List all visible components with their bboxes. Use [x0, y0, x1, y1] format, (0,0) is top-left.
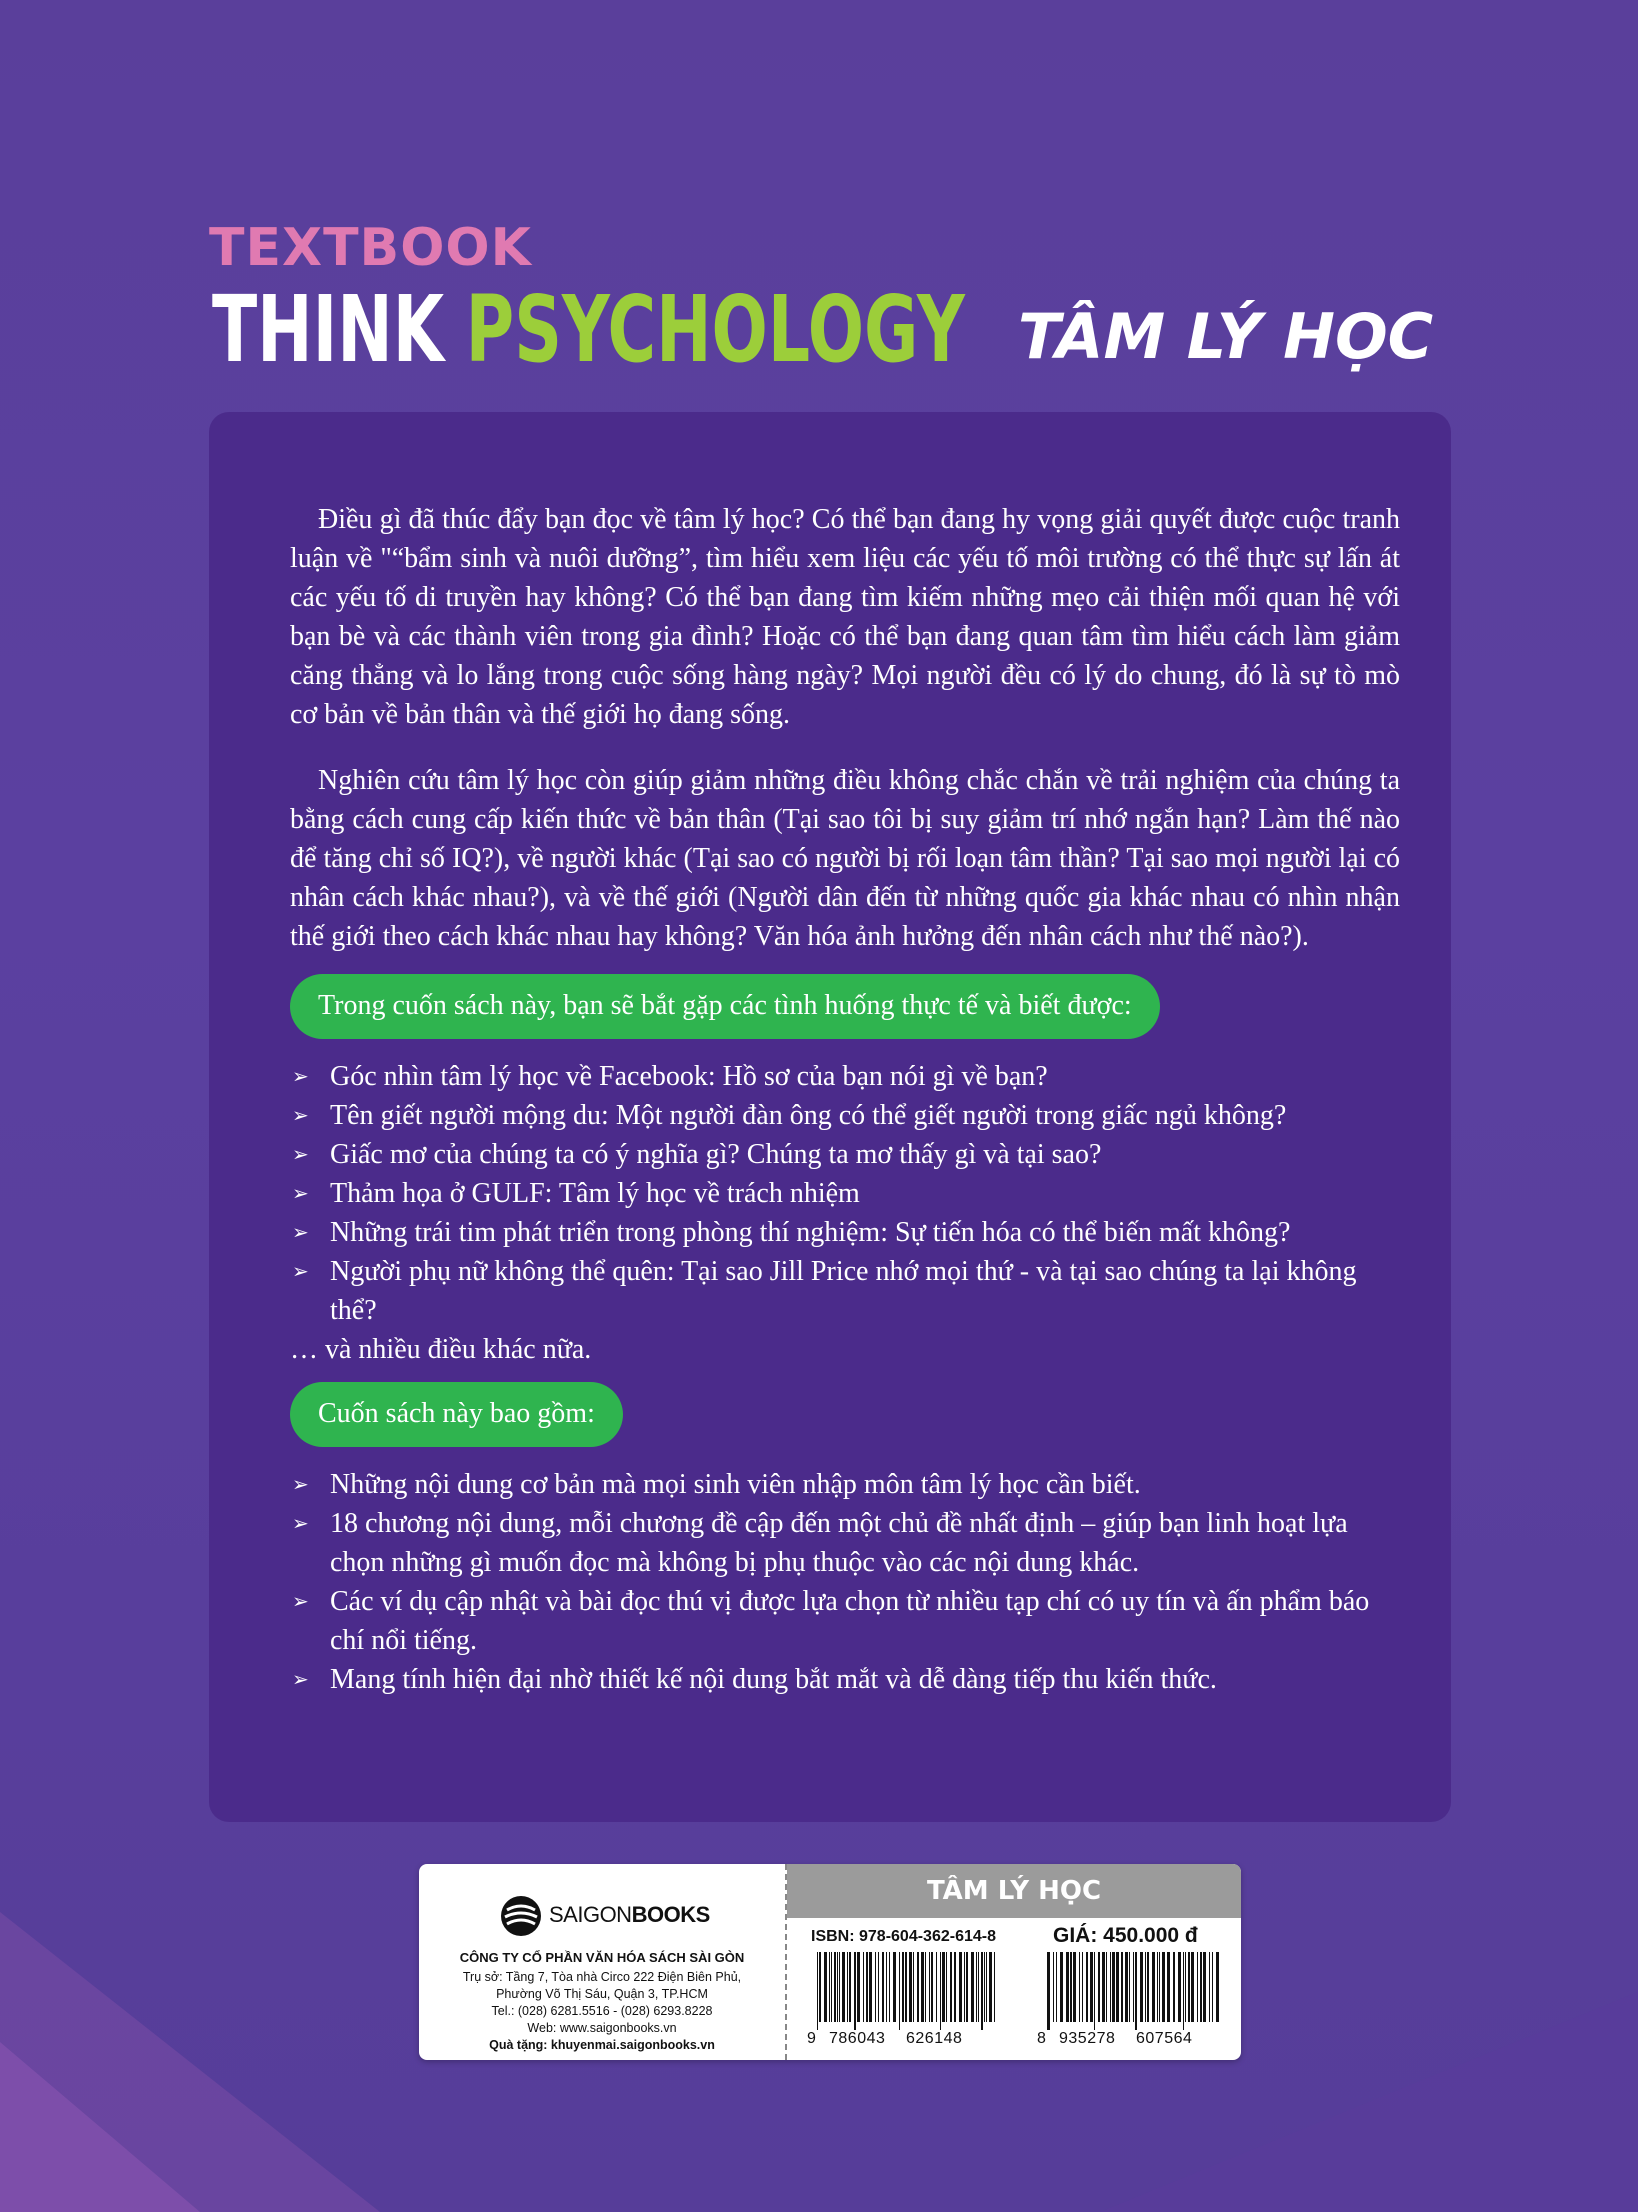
barcode-bar: [849, 1952, 851, 2022]
list-item: ➢ Mang tính hiện đại nhờ thiết kế nội dung bắt mắt và dễ dàng tiếp thu kiến thức.: [290, 1660, 1400, 1699]
barcode-bar: [1197, 1952, 1198, 2022]
section-heading-contents: Cuốn sách này bao gồm:: [290, 1382, 623, 1447]
barcode-number: 935278: [1059, 2030, 1116, 2047]
barcode-bar: [902, 1952, 904, 2022]
barcode-number: 8: [1037, 2030, 1047, 2047]
barcode-bar: [966, 1952, 968, 2022]
intro-paragraph-2: Nghiên cứu tâm lý học còn giúp giảm những điều không chắc chắn về trải nghiệm của chúng ta bằng cách cung cấp kiến thức về bản thân (Tại sao tôi bị suy giảm trí nhớ ngắn hạn? Làm thế nào để tăng chỉ số IQ?), về người khác (Tại sao có người bị rối loạn tâm thần? Tại sao mọi người lại có nhân cách khác nhau?), và về thế giới (Người dân đến từ những quốc gia khác nhau có nhìn nhận thế giới theo cách khác nhau hay không? Văn hóa ảnh hưởng đến nhân cách như thế nào?).: [290, 765, 1400, 952]
barcode-bar: [866, 1952, 868, 2022]
barcode-bar: [1098, 1952, 1100, 2022]
barcode-bar: [1167, 1952, 1170, 2022]
barcode-bar: [857, 1952, 860, 2022]
barcode-bar: [921, 1952, 924, 2022]
list-item: ➢ Người phụ nữ không thể quên: Tại sao Jill Price nhớ mọi thứ - và tại sao chúng ta lại không thể?: [290, 1252, 1400, 1330]
barcode-bar: [1082, 1952, 1083, 2022]
and-more-text: … và nhiều điều khác nữa.: [290, 1334, 592, 1365]
barcode-bar: [1183, 1952, 1184, 2030]
barcode-bar: [929, 1952, 930, 2022]
barcode-bar: [869, 1952, 872, 2022]
barcode-bar: [1070, 1952, 1072, 2022]
barcode-bar: [954, 1952, 956, 2022]
barcode-bar: [1102, 1952, 1105, 2022]
barcode-bar: [817, 1952, 818, 2030]
barcode-bar: [1209, 1952, 1210, 2022]
barcode-bar: [1090, 1952, 1093, 2022]
barcode-bar: [976, 1952, 977, 2022]
barcode-bar: [1112, 1952, 1115, 2022]
barcode-bar: [842, 1952, 845, 2022]
intro-paragraph-1: Điều gì đã thúc đẩy bạn đọc về tâm lý học? Có thể bạn đang hy vọng giải quyết được cuộc tranh luận về "“bẩm sinh và nuôi dưỡng”, tìm hiểu xem liệu các yếu tố môi trường có thể thực sự lấn át các yếu tố di truyền hay không? Có thể bạn đang tìm kiếm những mẹo cải thiện mối quan hệ với bạn bè và các thành viên trong gia đình? Hoặc có thể bạn đang quan tâm tìm hiểu cách làm giảm căng thẳng và lo lắng trong cuộc sống hàng ngày? Mọi người đều có lý do chung, đó là sự tò mò cơ bản về bản thân và thế giới họ đang sống.: [290, 504, 1400, 730]
product-barcode: [1043, 1952, 1223, 2030]
barcode-bar: [1157, 1952, 1158, 2022]
barcode-bar: [971, 1952, 974, 2022]
barcode-bar: [1212, 1952, 1213, 2022]
arrow-bullet-icon: ➢: [292, 1103, 309, 1127]
barcode-bar: [831, 1952, 832, 2022]
barcode-bar: [931, 1952, 933, 2022]
barcode-bar: [959, 1952, 962, 2022]
barcode-bar: [950, 1952, 952, 2022]
saigonbooks-logo-icon: [499, 1894, 543, 1938]
list-item: ➢ Thảm họa ở GULF: Tâm lý học về trách nhiệm: [290, 1174, 1400, 1213]
barcode-bar: [905, 1952, 907, 2022]
list-item: ➢ Góc nhìn tâm lý học về Facebook: Hồ sơ của bạn nói gì về bạn?: [290, 1057, 1400, 1096]
textbook-label: TEXTBOOK: [209, 218, 532, 278]
list-item: ➢ Những nội dung cơ bản mà mọi sinh viên nhập môn tâm lý học cần biết.: [290, 1465, 1400, 1504]
barcode-bar: [1185, 1952, 1186, 2022]
arrow-bullet-icon: ➢: [292, 1589, 309, 1613]
price-text: GIÁ: 450.000 đ: [1053, 1924, 1198, 1947]
publisher-address: Trụ sở: Tầng 7, Tòa nhà Circo 222 Điện Biên Phủ, Phường Võ Thị Sáu, Quận 3, TP.HCM Tel.: (028) 6281.5516 - (028) 6293.8228 Web: www.saigonbooks.vn Quà tặng: khuyenmai.saigonbooks.vn: [462, 1970, 742, 2052]
cases-list: [290, 1057, 1400, 1330]
list-item: ➢ Các ví dụ cập nhật và bài đọc thú vị được lựa chọn từ nhiều tạp chí có uy tín và ấn phẩm báo chí nổi tiếng.: [290, 1582, 1400, 1660]
barcode-bar: [1047, 1952, 1050, 2030]
barcode-bar: [837, 1952, 838, 2022]
publisher-company: CÔNG TY CỔ PHẦN VĂN HÓA SÁCH SÀI GÒN: [459, 1950, 745, 1965]
barcode-bar: [819, 1952, 821, 2022]
barcode-bar: [1106, 1952, 1107, 2022]
arrow-bullet-icon: ➢: [292, 1220, 309, 1244]
barcode-bar: [839, 1952, 840, 2022]
arrow-bullet-icon: ➢: [292, 1142, 309, 1166]
barcode-bar: [1053, 1952, 1054, 2022]
barcode-bar: [1129, 1952, 1130, 2022]
barcode-bar: [1056, 1952, 1057, 2022]
barcode-number: 786043: [829, 2030, 886, 2047]
arrow-bullet-icon: ➢: [292, 1181, 309, 1205]
barcode-box: [419, 1864, 1241, 2060]
barcode-bar: [854, 1952, 856, 2030]
barcode-bar: [1060, 1952, 1063, 2022]
barcode-bar: [1216, 1952, 1219, 2022]
publisher-info: [419, 1864, 785, 2060]
barcode-bar: [1203, 1952, 1206, 2022]
book-title-english: [212, 276, 965, 383]
arrow-bullet-icon: ➢: [292, 1472, 309, 1496]
barcode-bar: [936, 1952, 937, 2022]
isbn-barcode: [813, 1952, 999, 2030]
barcode-bar: [1110, 1952, 1111, 2022]
barcode-bar: [1145, 1952, 1146, 2022]
barcode-bar: [847, 1952, 848, 2022]
barcode-bar: [889, 1952, 890, 2022]
barcode-bar: [1140, 1952, 1143, 2022]
barcode-bar: [863, 1952, 864, 2022]
barcode-bar: [946, 1952, 947, 2022]
barcode-bar: [1116, 1952, 1119, 2022]
arrow-bullet-icon: ➢: [292, 1511, 309, 1535]
title-think: THINK: [212, 276, 445, 383]
barcode-bar: [925, 1952, 926, 2022]
publisher-brand: SAIGONBOOKS: [549, 1902, 710, 1927]
barcode-bar: [978, 1952, 979, 2022]
barcode-bar: [917, 1952, 919, 2022]
barcode-bar: [940, 1952, 941, 2030]
barcode-bar: [1200, 1952, 1202, 2022]
barcode-bar: [1125, 1952, 1128, 2022]
arrow-bullet-icon: ➢: [292, 1667, 309, 1691]
barcode-bar: [1191, 1952, 1194, 2022]
barcode-bar: [942, 1952, 945, 2022]
isbn-text: ISBN: 978-604-362-614-8: [811, 1928, 996, 1945]
barcode-bar: [878, 1952, 879, 2022]
barcode-bar: [994, 1952, 995, 2022]
section-heading-cases: Trong cuốn sách này, bạn sẽ bắt gặp các tình huống thực tế và biết được:: [290, 974, 1160, 1039]
barcode-bar: [1178, 1952, 1181, 2022]
contents-list: [290, 1465, 1400, 1699]
barcode-bar: [1159, 1952, 1160, 2022]
list-item: ➢ Tên giết người mộng du: Một người đàn ông có thể giết người trong giấc ngủ không?: [290, 1096, 1400, 1135]
barcode-number: 9: [807, 2030, 817, 2047]
barcode-bar: [1162, 1952, 1165, 2022]
barcode-number: 607564: [1136, 2030, 1193, 2047]
barcode-bar: [1152, 1952, 1155, 2022]
list-item: ➢ 18 chương nội dung, mỗi chương đề cập đến một chủ đề nhất định – giúp bạn linh hoạt lựa chọn những gì muốn đọc mà không bị phụ thuộc vào các nội dung khác.: [290, 1504, 1400, 1582]
barcode-bar: [886, 1952, 887, 2022]
barcode-bar: [834, 1952, 836, 2022]
arrow-bullet-icon: ➢: [292, 1259, 309, 1283]
barcode-bar: [1147, 1952, 1149, 2022]
barcode-bar: [1086, 1952, 1088, 2022]
barcode-bar: [1133, 1952, 1134, 2022]
book-title-vietnamese: TÂM LÝ HỌC: [1018, 300, 1434, 373]
barcode-bar: [1121, 1952, 1123, 2022]
barcode-bar: [984, 1952, 985, 2022]
barcode-bar: [1188, 1952, 1190, 2022]
barcode-bar: [882, 1952, 884, 2022]
barcode-bar: [824, 1952, 827, 2022]
barcode-bar: [1066, 1952, 1069, 2022]
barcode-bar: [989, 1952, 992, 2022]
barcode-bar: [899, 1952, 900, 2030]
arrow-bullet-icon: ➢: [292, 1064, 309, 1088]
barcode-number: 626148: [906, 2030, 963, 2047]
barcode-bar: [981, 1952, 983, 2030]
barcode-title: TÂM LÝ HỌC: [787, 1864, 1241, 1918]
barcode-bar: [986, 1952, 987, 2022]
barcode-bar: [1079, 1952, 1080, 2022]
back-cover-text: [290, 500, 1400, 1699]
barcode-bar: [875, 1952, 876, 2022]
title-psychology: PSYCHOLOGY: [465, 276, 965, 383]
barcode-bar: [909, 1952, 912, 2022]
barcode-bar: [1073, 1952, 1076, 2022]
barcode-bar: [893, 1952, 896, 2022]
list-item: ➢ Giấc mơ của chúng ta có ý nghĩa gì? Chúng ta mơ thấy gì và tại sao?: [290, 1135, 1400, 1174]
barcode-bar: [1135, 1952, 1137, 2030]
saigonbooks-logo: [499, 1894, 709, 1940]
barcode-bar: [1094, 1952, 1095, 2030]
barcode-bar: [964, 1952, 965, 2022]
barcode-bar: [1173, 1952, 1175, 2022]
list-item: ➢ Những trái tim phát triển trong phòng thí nghiệm: Sự tiến hóa có thể biến mất không?: [290, 1213, 1400, 1252]
barcode-bar: [913, 1952, 914, 2022]
barcode-bar: [829, 1952, 830, 2022]
